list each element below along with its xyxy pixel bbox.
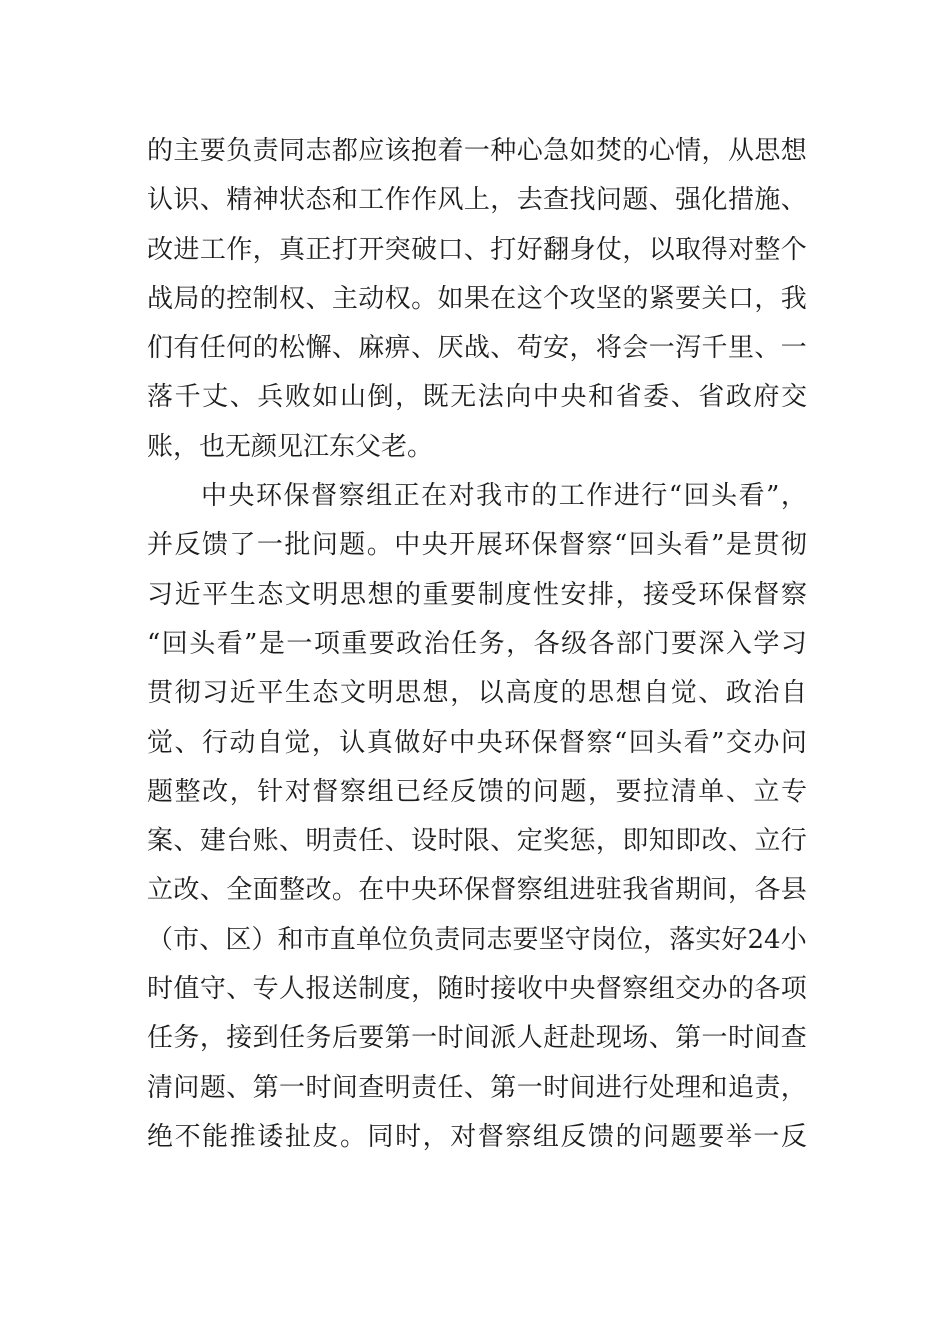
text-line: 中 央 环 保 督 察 组 正 在 对 我 市 的 工 作 进 行 “ 回 头 看 ” ， xyxy=(201,481,807,512)
text-line: 清 问 题 、 第 一 时 间 查 明 责 任 、 第 一 时 间 进 行 处 理 和 追 责 ， xyxy=(147,1072,807,1103)
text-line: 并 反 馈 了 一 批 问 题 。 中 央 开 展 环 保 督 察 “ 回 头 看 ” 是 贯 彻 xyxy=(147,530,807,561)
text-line: 认 识 、 精 神 状 态 和 工 作 作 风 上 ， 去 查 找 问 题 、 强 化 措 施 、 xyxy=(147,185,807,216)
text-line: 觉 、 行 动 自 觉 ， 认 真 做 好 中 央 环 保 督 察 “ 回 头 看 ” 交 办 问 xyxy=(147,727,807,758)
text-line: 习 近 平 生 态 文 明 思 想 的 重 要 制 度 性 安 排 ， 接 受 环 保 督 察 xyxy=(147,579,807,610)
text-line: 时 值 守 、 专 人 报 送 制 度 ， 随 时 接 收 中 央 督 察 组 交 办 的 各 项 xyxy=(147,974,807,1005)
text-line: 立 改 、 全 面 整 改 。 在 中 央 环 保 督 察 组 进 驻 我 省 期 间 ， 各 县 xyxy=(147,875,807,906)
paragraph-1 xyxy=(147,127,807,472)
text-line: 绝 不 能 推 诿 扯 皮 。 同 时 ， 对 督 察 组 反 馈 的 问 题 要 举 一 反 xyxy=(147,1121,807,1152)
text-line: 任 务 ， 接 到 任 务 后 要 第 一 时 间 派 人 赶 赴 现 场 、 第 一 时 间 查 xyxy=(147,1023,807,1054)
text-line: 账，也无颜见江东父老。 xyxy=(147,431,434,462)
text-line: 改 进 工 作 ， 真 正 打 开 突 破 口 、 打 好 翻 身 仗 ， 以 取 得 对 整 个 xyxy=(147,234,807,265)
document-body xyxy=(147,127,807,1162)
text-line: 落 千 丈 、 兵 败 如 山 倒 ， 既 无 法 向 中 央 和 省 委 、 省 政 府 交 xyxy=(147,382,807,413)
text-line: 贯 彻 习 近 平 生 态 文 明 思 想 ， 以 高 度 的 思 想 自 觉 、 政 治 自 xyxy=(147,678,807,709)
text-line: 们 有 任 何 的 松 懈 、 麻 痹 、 厌 战 、 苟 安 ， 将 会 一 泻 千 里 、 一 xyxy=(147,333,807,364)
text-line: “ 回 头 看 ” 是 一 项 重 要 政 治 任 务 ， 各 级 各 部 门 要 深 入 学 习 xyxy=(147,628,807,659)
text-line: 案 、 建 台 账 、 明 责 任 、 设 时 限 、 定 奖 惩 ， 即 知 即 改 、 立 行 xyxy=(147,826,807,857)
text-line: （ 市 、 区 ） 和 市 直 单 位 负 责 同 志 要 坚 守 岗 位 ， 落 实 好 24 小 xyxy=(147,924,807,955)
text-line: 题 整 改 ， 针 对 督 察 组 已 经 反 馈 的 问 题 ， 要 拉 清 单 、 立 专 xyxy=(147,776,807,807)
text-line: 的 主 要 负 责 同 志 都 应 该 抱 着 一 种 心 急 如 焚 的 心 情 ， 从 思 想 xyxy=(147,136,807,166)
paragraph-2 xyxy=(147,472,807,1162)
text-line: 战 局 的 控 制 权 、 主 动 权 。 如 果 在 这 个 攻 坚 的 紧 要 关 口 ， 我 xyxy=(147,283,807,314)
